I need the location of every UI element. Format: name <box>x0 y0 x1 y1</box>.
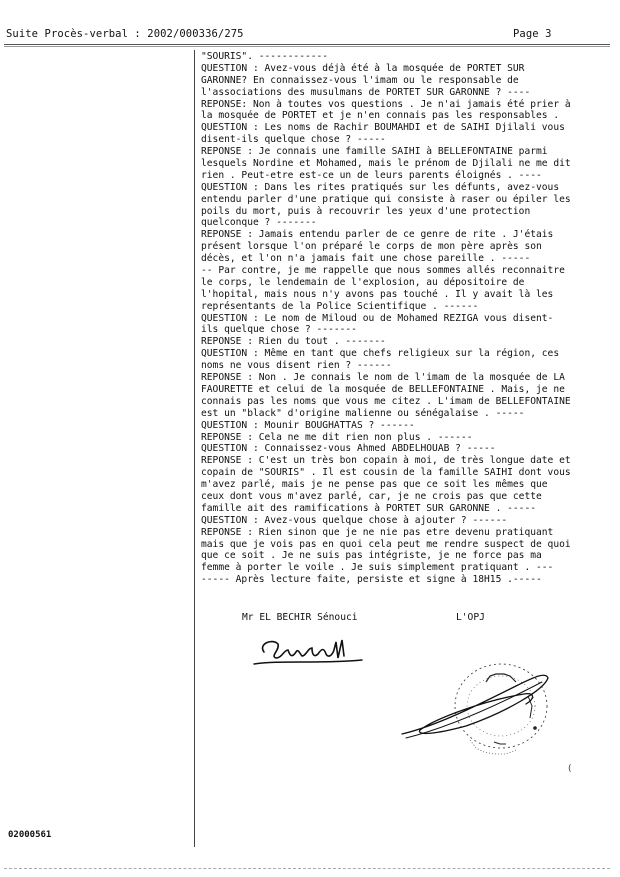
transcript-line: ils quelque chose ? ------- <box>201 324 357 336</box>
transcript-line: l'hopital, mais nous n'y avons pas touché . Il y avait là les <box>201 288 554 300</box>
margin-line <box>194 50 195 847</box>
document-code: 02000561 <box>8 830 52 840</box>
transcript-line: -- Par contre, je me rappelle que nous sommes allés reconnaitre <box>201 265 565 277</box>
transcript-body <box>201 51 609 586</box>
header-procès-verbal-reference: Suite Procès-verbal : 2002/000336/275 <box>6 28 244 40</box>
transcript-line: QUESTION : Le nom de Miloud ou de Mohamed REZIGA vous disent- <box>201 312 554 324</box>
transcript-line: famille ait des ramifications à PORTET SUR GARONNE . ----- <box>201 502 537 514</box>
transcript-line: ceux dont vous m'avez parlé, car, je ne crois pas que cette <box>201 490 542 502</box>
transcript-line: "SOURIS". ------------ <box>201 51 329 62</box>
transcript-line: mais que je vois pas en quoi cela peut me rendre suspect de quoi <box>201 538 571 550</box>
transcript-line: QUESTION : Les noms de Rachir BOUMAHDI et de SAIHI Djilali vous <box>201 122 565 134</box>
transcript-line: REPONSE : Rien sinon que je ne nie pas etre devenu pratiquant <box>201 526 554 538</box>
transcript-line: QUESTION : Avez-vous déjà été à la mosquée de PORTET SUR <box>201 62 525 74</box>
transcript-line: la mosquée de PORTET et je n'en connais pas les responsables . <box>201 110 560 122</box>
transcript-line: est un "black" d'origine malienne ou sénégalaise . ----- <box>201 407 525 419</box>
transcript-line: REPONSE : Jamais entendu parler de ce genre de rite . J'étais <box>201 229 554 241</box>
signatory-name: Mr EL BECHIR Sénouci <box>242 612 358 623</box>
transcript-line: REPONSE : Rien du tout . ------- <box>201 336 386 348</box>
transcript-line: présent lorsque l'on préparé le corps de mon père après son <box>201 241 542 253</box>
opj-label: L'OPJ <box>456 612 485 623</box>
transcript-line: REPONSE : Non . Je connais le nom de l'imam de la mosquée de LA <box>201 372 565 384</box>
transcript-line: représentants de la Police Scientifique . ------ <box>201 300 479 312</box>
transcript-line: QUESTION : Dans les rites pratiqués sur les défunts, avez-vous <box>201 181 560 193</box>
transcript-line: l'associations des musulmans de PORTET SUR GARONNE ? ---- <box>201 86 531 98</box>
transcript-line: rien . Peut-etre est-ce un de leurs parents éloignés . ---- <box>201 169 542 181</box>
handwritten-signature <box>250 634 380 670</box>
transcript-line: m'avez parlé, mais je ne pense pas que ce soit les mêmes que <box>201 479 548 491</box>
header-page-number: Page 3 <box>513 28 552 40</box>
transcript-line: REPONSE: Non à toutes vos questions . Je n'ai jamais été prier à <box>201 98 571 110</box>
transcript-line: quelconque ? ------- <box>201 217 317 229</box>
transcript-line: QUESTION : Même en tant que chefs religieux sur la région, ces <box>201 348 560 360</box>
transcript-line: REPONSE : Cela ne me dit rien non plus . ------ <box>201 431 473 443</box>
margin-tick-mark: ( <box>568 764 572 774</box>
transcript-line: REPONSE : Je connais une famille SAIHI à BELLEFONTAINE parmi <box>201 146 548 158</box>
transcript-line: QUESTION : Avez-vous quelque chose à ajouter ? ------ <box>201 514 508 526</box>
transcript-line: femme à porter le voile . Je suis simplement pratiquant . --- <box>201 562 554 574</box>
transcript-line: décès, et l'on n'a jamais fait une chose pareille . ----- <box>201 253 531 265</box>
transcript-line: disent-ils quelque chose ? ----- <box>201 134 386 146</box>
transcript-line: entendu parler d'une pratique qui consiste à raser ou épiler les <box>201 193 571 205</box>
header-divider-secondary <box>4 46 610 47</box>
transcript-line: QUESTION : Mounir BOUGHATTAS ? ------ <box>201 419 415 431</box>
transcript-line: FAOURETTE et celui de la mosquée de BELLEFONTAINE . Mais, je ne <box>201 383 565 395</box>
transcript-line: le corps, le lendemain de l'explosion, au dépositoire de <box>201 276 525 288</box>
transcript-line: poils du mort, puis à recouvrir les yeux d'une protection <box>201 205 531 217</box>
transcript-line: lesquels Nordine et Mohamed, mais le prénom de Djilali ne me dit <box>201 158 571 170</box>
transcript-line: GARONNE? En connaissez-vous l'imam ou le responsable de <box>201 74 519 86</box>
transcript-line: noms ne vous disent rien ? ------ <box>201 360 392 372</box>
footer-divider <box>4 868 610 869</box>
transcript-line: que ce soit . Je ne suis pas intégriste, je ne force pas ma <box>201 550 542 562</box>
transcript-line: ----- Après lecture faite, persiste et signe à 18H15 .----- <box>201 574 542 586</box>
transcript-line: QUESTION : Connaissez-vous Ahmed ABDELHOUAB ? ----- <box>201 443 496 455</box>
transcript-line: REPONSE : C'est un très bon copain à moi, de très longue date et <box>201 455 571 467</box>
transcript-line: copain de "SOURIS" . Il est cousin de la famille SAIHI dont vous <box>201 467 571 479</box>
police-stamp-with-signature <box>396 656 566 776</box>
header-divider <box>4 44 610 45</box>
transcript-line: connais pas les noms que vous me citez . L'imam de BELLEFONTAINE <box>201 395 571 407</box>
